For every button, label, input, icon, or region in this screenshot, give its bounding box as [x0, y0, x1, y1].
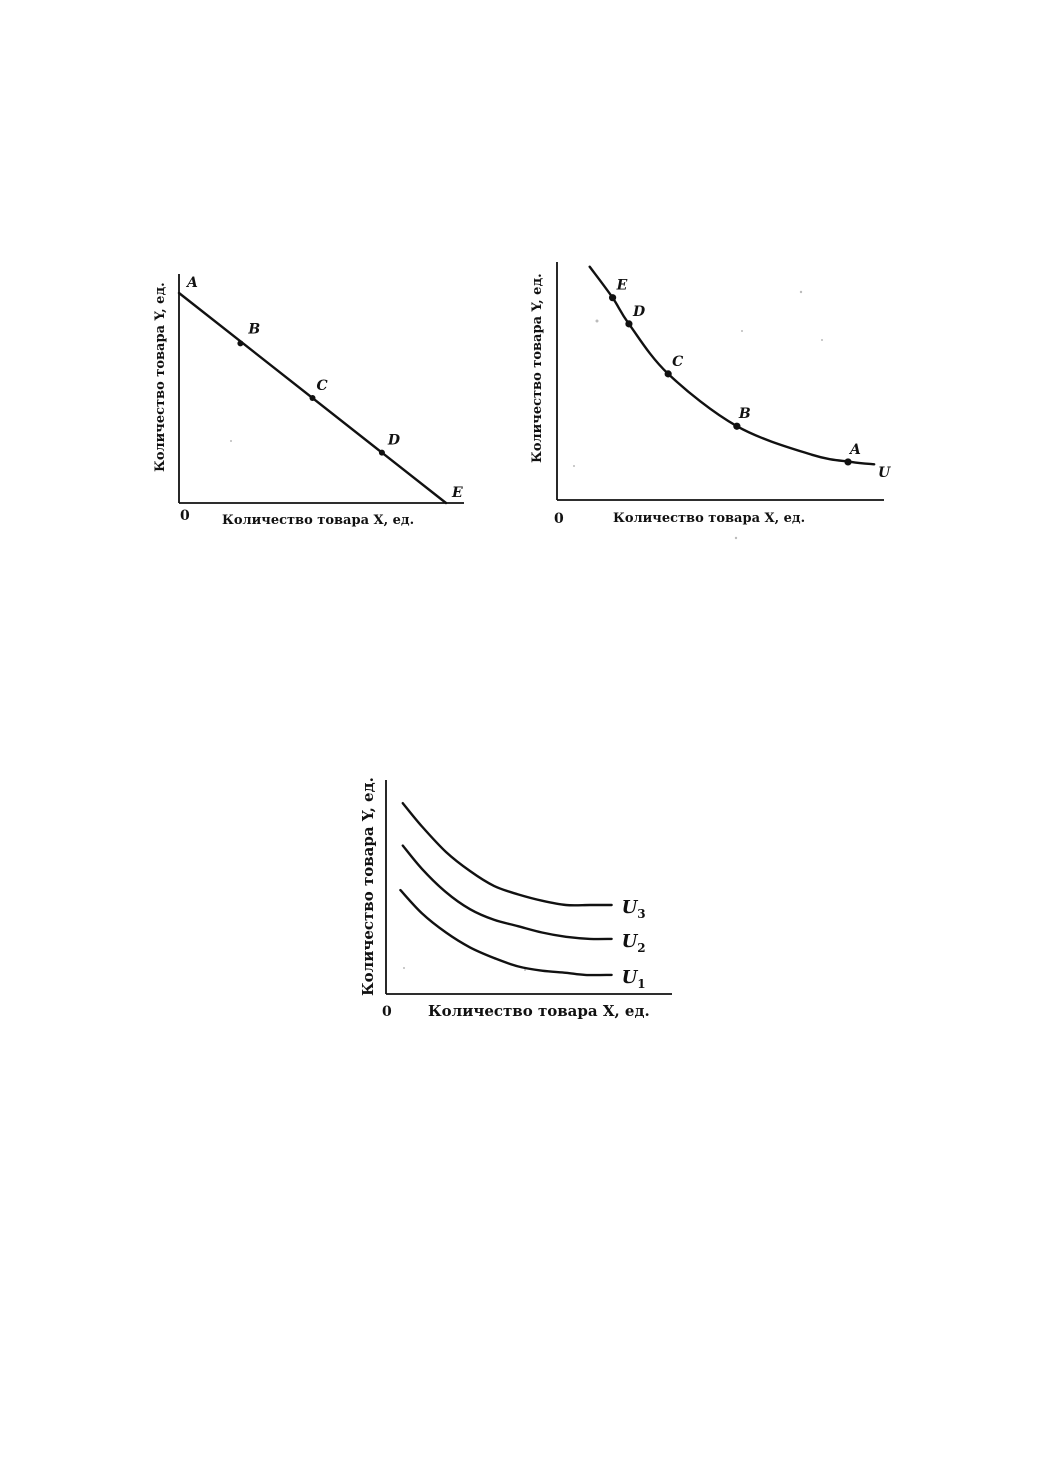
chart2-point-a [844, 458, 851, 465]
chart3-curve-label-sub: 2 [637, 940, 646, 955]
chart3-curve-u1 [400, 890, 611, 975]
chart3-x-axis-label: Количество товара X, ед. [428, 1002, 650, 1020]
chart3-curve-label-u2 [622, 931, 646, 955]
chart2-point-b [733, 423, 740, 430]
chart1-point-label-d: D [387, 432, 401, 449]
chart1-point-label-e: E [452, 485, 463, 501]
chart2-point-label-d: D [632, 303, 646, 320]
chart3-curve-label-sub: 1 [637, 976, 646, 991]
chart1-y-axis-label: Количество товара Y, ед. [153, 282, 168, 472]
chart1-point-d [379, 450, 385, 456]
chart3-curve-label-main: U [621, 896, 638, 918]
budget-line-chart [153, 274, 464, 528]
chart3-y-axis-label: Количество товара Y, ед. [359, 777, 377, 996]
chart1-point-label-a: A [187, 275, 198, 291]
chart2-x-axis-label: Количество товара X, ед. [613, 511, 806, 526]
chart2-point-label-e: E [616, 277, 628, 294]
chart1-point-b [237, 340, 243, 346]
chart1-point-label-c: C [316, 378, 328, 394]
chart3-curve-label-main: U [621, 966, 638, 988]
chart3-curve-u3 [403, 803, 612, 905]
chart1-point-label-b: B [248, 321, 261, 338]
chart1-point-c [310, 395, 316, 401]
chart2-point-label-a: A [850, 441, 861, 458]
chart2-curve-label: U [878, 465, 891, 481]
chart2-origin-label: 0 [554, 511, 564, 527]
chart2-point-label-b: B [738, 406, 751, 423]
chart2-point-d [625, 320, 632, 327]
chart2-indifference-curve [590, 267, 875, 465]
chart3-curve-label-main: U [621, 930, 638, 952]
chart3-curve-label-sub: 3 [637, 906, 646, 921]
indifference-curve-chart [530, 262, 891, 527]
chart2-point-e [609, 294, 616, 301]
chart3-origin-label: 0 [382, 1004, 392, 1020]
chart3-curve-label-u3 [622, 897, 646, 921]
chart1-origin-label: 0 [180, 508, 190, 524]
indifference-map-chart [359, 777, 672, 1020]
chart2-point-label-c: C [672, 353, 684, 370]
chart1-x-axis-label: Количество товара X, ед. [222, 513, 415, 528]
chart3-curve-label-u1 [622, 967, 646, 991]
chart2-y-axis-label: Количество товара Y, ед. [530, 273, 545, 463]
chart2-point-c [665, 370, 672, 377]
